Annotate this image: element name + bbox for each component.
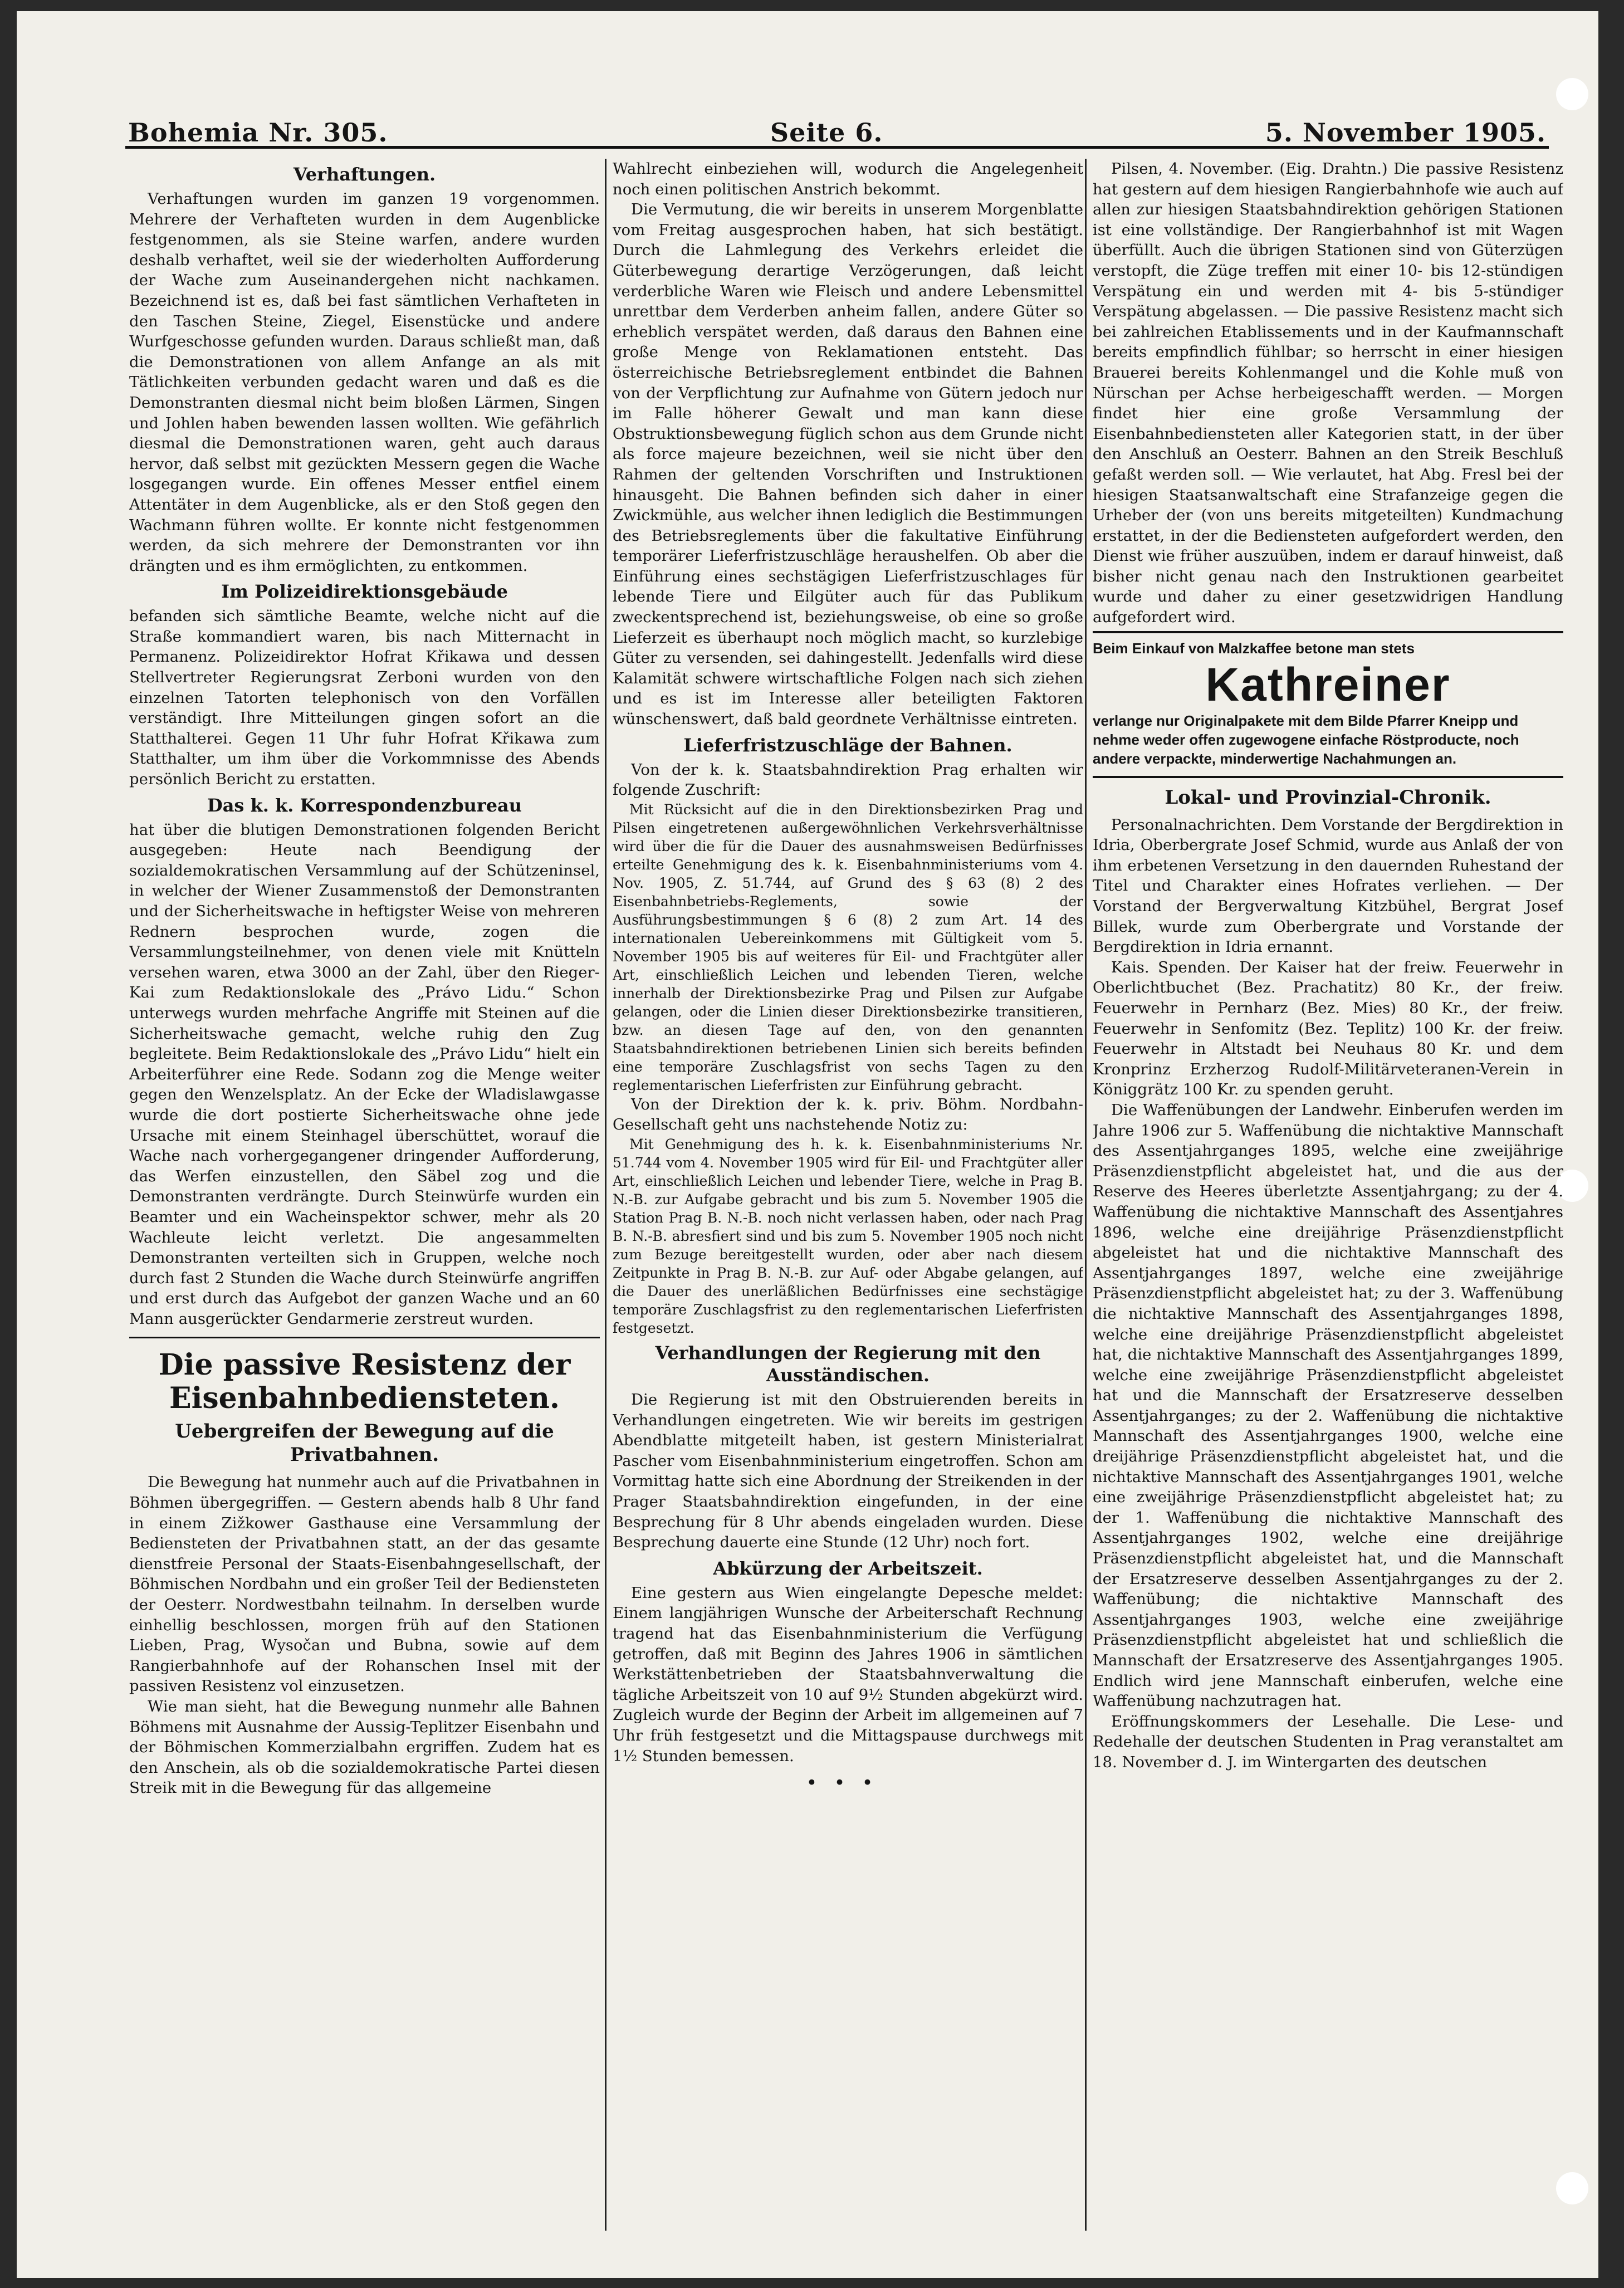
- article-heading: Verhandlungen der Regierung mit den Ausständischen.: [655, 1342, 1041, 1386]
- article-paragraph: Wie man sieht, hat die Bewegung nunmehr alle Bahnen Böhmens mit Ausnahme der Aussig-Teplitzer Eisenbahn und der Böhmischen Kommerzialbahn ergriffen. Zudem hat es den Anschein, als ob die sozialdemokratische Partei diesen Streik mit in die Bewegung für das allgemeine: [129, 1698, 600, 1797]
- article-paragraph: Die Bewegung hat nunmehr auch auf die Privatbahnen in Böhmen übergegriffen. — Gestern abends halb 8 Uhr fand in einem Zižkower Gasthause eine Versammlung der Bediensteten der Privatbahnen statt, an der das gesamte dienstfreie Personal der Staats-Eisenbahngesellschaft, der Böhmischen Nordbahn und ein großer Teil der Bediensteten der Oesterr. Nordwestbahn teilnahm. In derselben wurde einhellig beschlossen, morgen früh auf den Stationen Lieben, Prag, Wysočan und Bubna, sowie auf dem Rangierbahnhofe auf der Rohanschen Insel mit der passiven Resistenz vol einzusetzen.: [129, 1473, 600, 1695]
- article-paragraph: Mit Rücksicht auf die in den Direktionsbezirken Prag und Pilsen eingetretenen außergewöhnlichen Verkehrsverhältnisse wird über die für die Dauer des ausnahmsweisen Bedürfnisses erteilte Genehmigung des k. k. Eisenbahnministeriums vom 4. Nov. 1905, Z. 51.744, auf Grund des § 63 (8) 2 des Eisenbahnbetriebs-Reglements, sowie der Ausführungsbestimmungen § 6 (8) 2 zum Art. 14 des internationalen Uebereinkommens mit Gültigkeit vom 5. November 1905 bis auf weiteres für Eil- und Frachtgüter aller Art, einschließlich Leichen und lebenden Tieren, welche innerhalb der Direktionsbezirke Prag und Pilsen zur Aufgabe gelangen, oder die Linien dieser Direktionsbezirke transitieren, bzw. an diesen Tage auf den, von den genannten Staatsbahndirektionen betriebenen Linien sich bereits befinden eine temporäre Zuschlagsfrist von sechs Tagen zu den reglementarischen Lieferfristen zur Einführung gebracht.: [613, 801, 1083, 1093]
- article-paragraph: Eine gestern aus Wien eingelangte Depesche meldet: Einem langjährigen Wunsche der Arbeiterschaft Rechnung tragend hat das Eisenbahnministerium die Verfügung getroffen, daß mit Beginn des Jahres 1906 in sämtlichen Werkstättenbetrieben der Staatsbahnverwaltung die tägliche Arbeitszeit von 10 auf 9½ Stunden abgekürzt wird. Zugleich wurde der Beginn der Arbeit im allgemeinen auf 7 Uhr früh festgesetzt und die Mittagspause durchwegs mit 1½ Stunden bemessen.: [613, 1583, 1083, 1765]
- issue-date: 5. November 1905.: [1265, 118, 1546, 148]
- kathreiner-advertisement: [1093, 631, 1563, 778]
- page-number: Seite 6.: [770, 118, 883, 148]
- article-subheadline: Uebergreifen der Bewegung auf die Privatbahnen.: [175, 1420, 554, 1466]
- article-heading: Das k. k. Korrespondenzbureau: [207, 794, 522, 816]
- article-paragraph: befanden sich sämtliche Beamte, welche nicht auf die Straße kommandiert waren, bis nach Mitternacht in Permanenz. Polizeidirektor Hofrat Křikawa und dessen Stellvertreter Regierungsrat Zerboni wurden von den einzelnen Tatorten telephonisch von den Vorfällen verständigt. Ihre Mitteilungen gingen sofort an die Statthalterei. Gegen 11 Uhr fuhr Hofrat Křikawa zum Statthalter, um ihm über die Vorkommnisse des Abends persönlich Bericht zu erstatten.: [129, 607, 600, 789]
- column-1: [129, 159, 600, 2231]
- article-paragraph: Mit Genehmigung des h. k. k. Eisenbahnministeriums Nr. 51.744 vom 4. November 1905 wird für Eil- und Frachtgüter aller Art, einschließlich Leichen und lebender Tiere, welche in Prag B. N.-B. zur Aufgabe gebracht und bis zum 5. November 1905 die Station Prag B. N.-B. noch nicht verlassen haben, oder nach Prag B. N.-B. abresfiert sind und bis zum 5. November 1905 noch nicht zum Bezuge bereitgestellt wurden, oder aber nach diesem Zeitpunkte in Prag B. N.-B. zur Auf- oder Abgabe gelangen, auf die Dauer des unerläßlichen Bedürfnisses eine sechstägige temporäre Zuschlagsfrist zu den reglementarischen Lieferfristen festgesetzt.: [613, 1136, 1083, 1336]
- article-paragraph: Von der Direktion der k. k. priv. Böhm. Nordbahn-Gesellschaft geht uns nachstehende Notiz zu:: [613, 1095, 1083, 1134]
- column-2: [613, 159, 1083, 2231]
- punch-hole: [1556, 78, 1588, 110]
- ad-body: verlange nur Originalpakete mit dem Bilde Pfarrer Kneipp und nehme weder offen zugewogene einfache Röstproducte, noch andere verpackte, minderwertige Nachahmungen an.: [1093, 712, 1519, 767]
- column-divider: [1085, 159, 1087, 2231]
- article-paragraph: Pilsen, 4. November. (Eig. Drahtn.) Die passive Resistenz hat gestern auf dem hiesigen Rangierbahnhofe wie auch auf allen zur hiesigen Staatsbahndirektion gehörigen Stationen ist eine vollständige. Der Rangierbahnhof ist mit Wagen überfüllt. Auch die übrigen Stationen sind von Güterzügen verstopft, die Züge treffen mit einer 10- bis 12-stündigen Verspätung ein und werden mit 4- bis 5-stündiger Verspätung abgelassen. — Die passive Resistenz macht sich bei zahlreichen Etablissements und in der Kaufmannschaft bereits empfindlich fühlbar; so herrscht in einer hiesigen Brauerei bereits Kohlenmangel und die Kohle muß von Nürschan per Achse herbeigeschafft werden. — Morgen findet hier eine große Versammlung der Eisenbahnbediensteten aller Kategorien statt, in der über den Anschluß an Oesterr. Bahnen an den Streik Beschluß gefaßt werden soll. — Wie verlautet, hat Abg. Fresl bei der hiesigen Staatsanwaltschaft eine Strafanzeige gegen die Urheber der (von uns bereits mitgeteilten) Kundmachung erstattet, in der die Bediensteten aufgefordert werden, den Dienst wie früher auszuüben, indem er darauf hinweist, daß bisher nicht genau nach den Instruktionen gearbeitet wurde und daher zu einer gesetzwidrigen Handlung aufgefordert wird.: [1093, 160, 1563, 627]
- article-paragraph: hat über die blutigen Demonstrationen folgenden Bericht ausgegeben: Heute nach Beendigung der sozialdemokratischen Versammlung auf der Schützeninsel, in welcher der Wiener Zusammenstoß der Demonstranten und der Sicherheitswache in heftigster Weise von mehreren Rednern besprochen wurde, zogen die Versammlungsteilnehmer, von denen viele mit Knütteln versehen waren, etwa 3000 an der Zahl, über den Rieger-Kai zum Redaktionslokale des „Právo Lidu.“ Schon unterwegs wurden mehrfache Angriffe mit Steinen auf die Sicherheitswache gemacht, welche ruhig den Zug begleitete. Beim Redaktionslokale des „Právo Lidu“ hielt ein Arbeiterführer eine Rede. Sodann zog die Menge weiter gegen den Wenzelsplatz. An der Ecke der Wladislawgasse wurde die dort postierte Sicherheitswache ohne jede Ursache mit einem Steinhagel überschüttet, worauf die Wache nach vorhergegangener dringender Aufforderung, das Werfen einzustellen, den Säbel zog und die Demonstranten verdrängte. Durch Steinwürfe wurden ein Beamter und ein Wacheinspektor schwer, mehr als 20 Wachleute leicht verletzt. Die angesammelten Demonstranten verteilten sich in Gruppen, welche noch durch fast 2 Stunden die Wache durch Steinwürfe angriffen und erst durch das Aufgebot der ganzen Wache und an 60 Mann ausgerückter Gendarmerie zerstreut wurden.: [129, 820, 600, 1328]
- article-heading: Abkürzung der Arbeitszeit.: [713, 1557, 983, 1579]
- article-headline: Die passive Resistenz der Eisenbahnbediensteten.: [158, 1348, 571, 1416]
- masthead-issue: Bohemia Nr. 305.: [128, 118, 388, 148]
- ad-tagline: Beim Einkauf von Malzkaffee betone man stets: [1093, 639, 1415, 657]
- article-heading: Lieferfristzuschläge der Bahnen.: [683, 734, 1012, 756]
- end-dots: •••: [806, 1772, 890, 1795]
- header-rule: [125, 146, 1549, 149]
- article-paragraph: Von der k. k. Staatsbahndirektion Prag erhalten wir folgende Zuschrift:: [613, 760, 1083, 799]
- article-paragraph: Die Regierung ist mit den Obstruierenden bereits in Verhandlungen eingetreten. Wie wir bereits im gestrigen Abendblatte mitgeteilt haben, ist gestern Ministerialrat Pascher vom Eisenbahnministerium eingetroffen. Schon am Vormittag hatte sich eine Abordnung der Streikenden in der Prager Staatsbahndirektion eingefunden, in der eine Besprechung für 8 Uhr abends eingeladen wurden. Diese Besprechung dauerte eine Stunde (12 Uhr) noch fort.: [613, 1391, 1083, 1552]
- section-headline: Lokal- und Provinzial-Chronik.: [1165, 786, 1491, 809]
- article-heading: Im Polizeidirektionsgebäude: [221, 581, 508, 603]
- article-heading: Verhaftungen.: [293, 164, 436, 185]
- article-paragraph: Verhaftungen wurden im ganzen 19 vorgenommen. Mehrere der Verhafteten wurden in dem Augenblicke festgenommen, als sie Steine warfen, andere wurden deshalb verhaftet, weil sie der wiederholten Aufforderung der Wache zum Auseinandergehen nicht nachkamen. Bezeichnend ist es, daß bei fast sämtlichen Verhafteten in den Taschen Steine, Ziegel, Eisenstücke und andere Wurfgeschosse gefunden wurden. Daraus schließt man, daß die Demonstrationen von allem Anfange an als mit Tätlichkeiten verbunden gedacht waren und daß es die Demonstranten diesmal nicht beim bloßen Lärmen, Singen und Johlen haben bewenden lassen wollten. Wie gefährlich diesmal die Demonstrationen waren, geht auch daraus hervor, daß selbst mit gezückten Messern gegen die Wache losgegangen wurde. Ein offenes Messer entfiel einem Attentäter in dem Augenblicke, als er den Stoß gegen den Wachmann führen wollte. Er konnte nicht festgenommen werden, da sich mehrere der Demonstranten vor ihn drängten und es ihm ermöglichten, zu entkommen.: [129, 190, 600, 575]
- article-paragraph: Wahlrecht einbeziehen will, wodurch die Angelegenheit noch einen politischen Anstrich bekommt.: [613, 160, 1083, 198]
- news-item: Personalnachrichten. Dem Vorstande der Bergdirektion in Idria, Oberbergrate Josef Schmid, wurde aus Anlaß der von ihm erbetenen Versetzung in den dauernden Ruhestand der Titel und Charakter eines Hofrates verliehen. — Der Vorstand der Bergverwaltung Kitzbühel, Bergrat Josef Billek, wurde zum Oberbergrate und Vorstande der Bergdirektion in Idria ernannt.: [1093, 815, 1563, 956]
- column-divider: [605, 159, 606, 2231]
- page-header: [128, 109, 1546, 148]
- news-item: Die Waffenübungen der Landwehr. Einberufen werden im Jahre 1906 zur 5. Waffenübung die nichtaktive Mannschaft des Assentjahrganges 1895, welche eine zweijährige Präsenzdienstpflicht abgeleistet hat, und die aus der Reserve des Heeres überletzte Assentjahrgang; zu der 4. Waffenübung die nichtaktive Mannschaft des Assentjahres 1896, welche eine dreijährige Präsenzdienstpflicht abgeleistet hat und die nichtaktive Mannschaft des Assentjahrganges 1897, welche eine zweijährige Präsenzdienstpflicht abgeleistet hat; zu der 3. Waffenübung die nichtaktive Mannschaft des Assentjahrganges 1898, welche eine dreijährige Präsenzdienstpflicht abgeleistet hat, die nichtaktive Mannschaft des Assentjahrganges 1899, welche eine zweijährige Präsenzdienstpflicht abgeleistet hat und die Mannschaft der Ersatzreserve desselben Assentjahrganges; zu der 2. Waffenübung die nichtaktive Mannschaft des Assentjahrganges 1900, welche eine dreijährige Präsenzdienstpflicht abgeleistet hat, und die nichtaktive Mannschaft des Assentjahrganges 1901, welche eine zweijährige Präsenzdienstpflicht abgeleistet hat; zu der 1. Waffenübung die nichtaktive Mannschaft des Assentjahrganges 1902, welche eine dreijährige Präsenzdienstpflicht abgeleistet hat, und die Mannschaft der Ersatzreserve desselben Assentjahrganges zu der 2. Waffenübung; die nichtaktive Mannschaft des Assentjahrganges 1903, welche eine zweijährige Präsenzdienstpflicht abgeleistet hat und schließlich die Mannschaft der Ersatzreserve des Assentjahrganges 1905. Endlich wird jene Mannschaft einberufen, welche eine Waffenübung nachzutragen hat.: [1093, 1101, 1563, 1710]
- news-item: Kais. Spenden. Der Kaiser hat der freiw. Feuerwehr in Oberlichtbuchet (Bez. Prachatitz) 80 Kr., der freiw. Feuerwehr in Pernharz (Bez. Mies) 80 Kr., der freiw. Feuerwehr in Senfomitz (Bez. Teplitz) 100 Kr. der freiw. Feuerwehr in Altstadt bei Neuhaus 80 Kr. und dem Kronprinz Erzherzog Rudolf-Militärveteranen-Verein in Königgrätz 100 Kr. zu spenden geruht.: [1093, 958, 1563, 1099]
- section-rule: [129, 1337, 600, 1338]
- news-item: Eröffnungskommers der Lesehalle. Die Lese- und Redehalle der deutschen Studenten in Prag veranstaltet am 18. November d. J. im Wintergarten des deutschen: [1093, 1712, 1563, 1771]
- ad-brand-name: Kathreiner: [1205, 658, 1451, 711]
- column-3: [1093, 159, 1563, 2231]
- article-paragraph: Die Vermutung, die wir bereits in unserem Morgenblatte vom Freitag ausgesprochen haben, hat sich bestätigt. Durch die Lahmlegung des Verkehrs erleidet die Güterbewegung derartige Verzögerungen, daß leicht verderbliche Waren wie Fleisch und andere Lebensmittel unrettbar dem Verderben anheim fallen, andere Güter so erheblich verspätet werden, daß daraus den Bahnen eine große Menge von Reklamationen entsteht. Das österreichische Betriebsreglement entbindet die Bahnen von der Verpflichtung zur Aufnahme von Gütern jedoch nur im Falle höherer Gewalt und man kann diese Obstruktionsbewegung füglich schon aus dem Grunde nicht als force majeure bezeichnen, weil sie nicht über den Rahmen der geltenden Vorschriften und Instruktionen hinausgeht. Die Bahnen befinden sich daher in einer Zwickmühle, aus welcher ihnen lediglich die Bestimmungen des Betriebsreglements über die fakultative Einführung temporärer Lieferfristzuschläge heraushelfen. Ob aber die Einführung eines sechstägigen Lieferfristzuschlages für lebende Tiere und Eilgüter auch für das Publikum zweckentsprechend ist, beziehungsweise, ob eine so große Lieferzeit es überhaupt noch möglich macht, so kurzlebige Güter zu versenden, sei dahingestellt. Jedenfalls wird diese Kalamität schwere wirtschaftliche Folgen nach sich ziehen und es ist im Interesse aller beteiligten Faktoren wünschenswert, daß bald geordnete Verhältnisse eintreten.: [613, 201, 1083, 729]
